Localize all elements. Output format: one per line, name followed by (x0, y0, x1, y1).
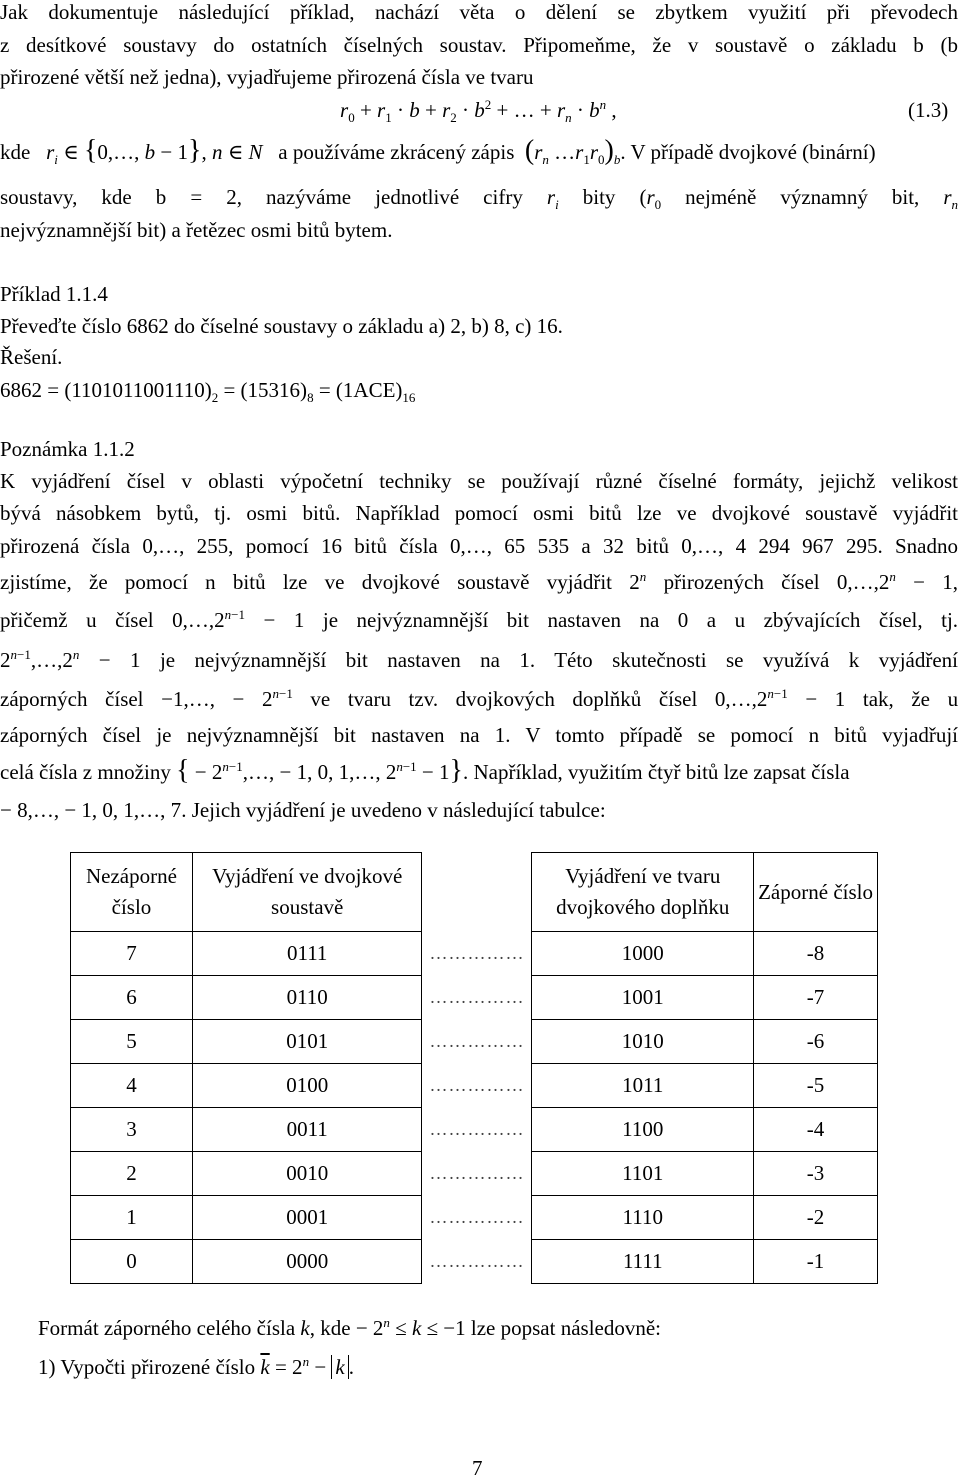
intro-line-1: Jak dokumentuje následující příklad, nachází věta o dělení se zbytkem využití při převodech (0, 0, 958, 24)
page-number: 7 (472, 1456, 483, 1480)
cell-arrow: …………… (422, 932, 532, 976)
example-title: Příklad 1.1.4 (0, 282, 108, 306)
table-row (71, 976, 878, 1020)
table-row (71, 1108, 878, 1152)
cell-arrow: …………… (422, 1152, 532, 1196)
cell-complement: 1100 (532, 1108, 754, 1152)
note-line-6: $2^{n-1},\dots,2^n - 1$ je nejvýznamnější bit nastaven na 1. Této skutečnosti se využívá k vyjádření (0, 647, 959, 672)
cell-negative: -2 (754, 1196, 878, 1240)
cell-nonnegative: 6 (71, 976, 193, 1020)
cell-binary: 0010 (192, 1152, 422, 1196)
cell-negative: -7 (754, 976, 878, 1020)
intro-line-2: z desítkové soustavy do ostatních číselných soustav. Připomeňme, že v soustavě o základu b (b (0, 33, 958, 57)
cell-arrow: …………… (422, 1020, 532, 1064)
intro-line-3: přirozené větší než jedna), vyjadřujeme přirozená čísla ve tvaru (0, 65, 534, 89)
cell-negative: -6 (754, 1020, 878, 1064)
note-line-10: − 8,…, − 1, 0, 1,…, 7. Jejich vyjádření je uvedeno v následující tabulce: (0, 798, 606, 822)
cell-negative: -5 (754, 1064, 878, 1108)
cell-arrow: …………… (422, 1064, 532, 1108)
cell-arrow: …………… (422, 1108, 532, 1152)
note-line-1: K vyjádření čísel v oblasti výpočetní techniky se používají různé číselné formáty, jejichž velikost (0, 469, 958, 493)
table-row (71, 1240, 878, 1284)
note-line-5: přičemž u čísel $0,\dots,2^{n-1} - 1$ je nejvýznamnější bit nastaven na 0 a u zbývajících čísel, tj. (0, 607, 959, 632)
cell-binary: 0001 (192, 1196, 422, 1240)
cell-complement: 1101 (532, 1152, 754, 1196)
cell-complement: 1111 (532, 1240, 754, 1284)
cell-complement: 1011 (532, 1064, 754, 1108)
twos-complement-table (70, 852, 878, 1284)
header-arrow (422, 853, 532, 932)
cell-complement: 1001 (532, 976, 754, 1020)
cell-arrow: …………… (422, 976, 532, 1020)
format-step-1: 1) Vypočti přirozené číslo $\overline{k} = 2^n - k$ . (38, 1354, 354, 1379)
table-header-row (71, 853, 878, 932)
cell-arrow: …………… (422, 1240, 532, 1284)
table-row (71, 1020, 878, 1064)
table-row (71, 1152, 878, 1196)
cell-complement: 1000 (532, 932, 754, 976)
solution-label: Řešení. (0, 345, 63, 369)
table-row (71, 932, 878, 976)
cell-arrow: …………… (422, 1196, 532, 1240)
cell-negative: -3 (754, 1152, 878, 1196)
note-line-9: celá čísla z množiny { − $2^{n-1},\dots$, − 1, 0, 1,…, $2^{n-1} - 1$}. Například, využitím čtyř bitů lze zapsat čísla (0, 755, 850, 786)
example-task: Převeďte číslo 6862 do číselné soustavy o základu a) 2, b) 8, c) 16. (0, 314, 563, 338)
header-negative: Záporné číslo (754, 853, 878, 932)
cell-nonnegative: 1 (71, 1196, 193, 1240)
cell-complement: 1010 (532, 1020, 754, 1064)
equation-number: (1.3) (908, 98, 949, 122)
cell-nonnegative: 3 (71, 1108, 193, 1152)
cell-negative: -4 (754, 1108, 878, 1152)
table-row (71, 1196, 878, 1240)
header-complement: Vyjádření ve tvaru dvojkového doplňku (532, 853, 754, 932)
cell-nonnegative: 2 (71, 1152, 193, 1196)
cell-negative: -8 (754, 932, 878, 976)
cell-binary: 0011 (192, 1108, 422, 1152)
note-line-2: bývá násobkem bytů, tj. osmi bitů. Například pomocí osmi bitů lze ve dvojkové soustavě vyjádřit (0, 501, 958, 525)
solution-line: $6862 = (1101011001110)_2 = (15316)_8 = (1ACE)_{16}$ (0, 378, 416, 406)
table-row (71, 1064, 878, 1108)
cell-binary: 0110 (192, 976, 422, 1020)
cell-nonnegative: 0 (71, 1240, 193, 1284)
format-line: Formát záporného celého čísla k, kde − $2^n \le k \le -1$ lze popsat následovně: (38, 1315, 661, 1340)
bits-line-2: nejvýznamnější bit) a řetězec osmi bitů bytem. (0, 218, 393, 242)
equation-1-3: $r_0 + r_1 \cdot b + r_2 \cdot b^2$ + … + $r_n \cdot b^n$ , (340, 97, 617, 126)
kde-line: kde $r_i$ ∈ {0,…, b − 1}, n ∈ N a používáme zkrácený zápis ($r_n$ $\dots r_1r_0)_b$. V případě dvojkové (binární) (0, 135, 876, 168)
cell-nonnegative: 7 (71, 932, 193, 976)
cell-nonnegative: 5 (71, 1020, 193, 1064)
cell-binary: 0101 (192, 1020, 422, 1064)
note-line-7: záporných čísel −1,…, − $2^{n-1}$ ve tvaru tzv. dvojkových doplňků čísel $0,\dots,2^{n-1} - 1$ tak, že u (0, 686, 959, 711)
note-title: Poznámka 1.1.2 (0, 437, 135, 461)
cell-binary: 0100 (192, 1064, 422, 1108)
cell-negative: -1 (754, 1240, 878, 1284)
cell-binary: 0111 (192, 932, 422, 976)
header-nonnegative: Nezáporné číslo (71, 853, 193, 932)
header-binary: Vyjádření ve dvojkové soustavě (192, 853, 422, 932)
cell-nonnegative: 4 (71, 1064, 193, 1108)
note-line-8: záporných čísel je nejvýznamnější bit nastaven na 1. V tomto případě se pomocí n bitů vyjadřují (0, 723, 958, 747)
note-line-3: přirozená čísla 0,…, 255, pomocí 16 bitů čísla 0,…, 65 535 a 32 bitů 0,…, 4 294 967 295. Snadno (0, 534, 958, 558)
cell-complement: 1110 (532, 1196, 754, 1240)
cell-binary: 0000 (192, 1240, 422, 1284)
bits-line: soustavy, kde b = 2, nazýváme jednotlivé cifry $r_i$ bity ($r_0$ nejméně významný bit, $r_n$ (0, 185, 959, 213)
note-line-4: zjistíme, že pomocí n bitů lze ve dvojkové soustavě vyjádřit 2$^n$ přirozených čísel $0,\dots,2^n - 1$, (0, 569, 958, 594)
